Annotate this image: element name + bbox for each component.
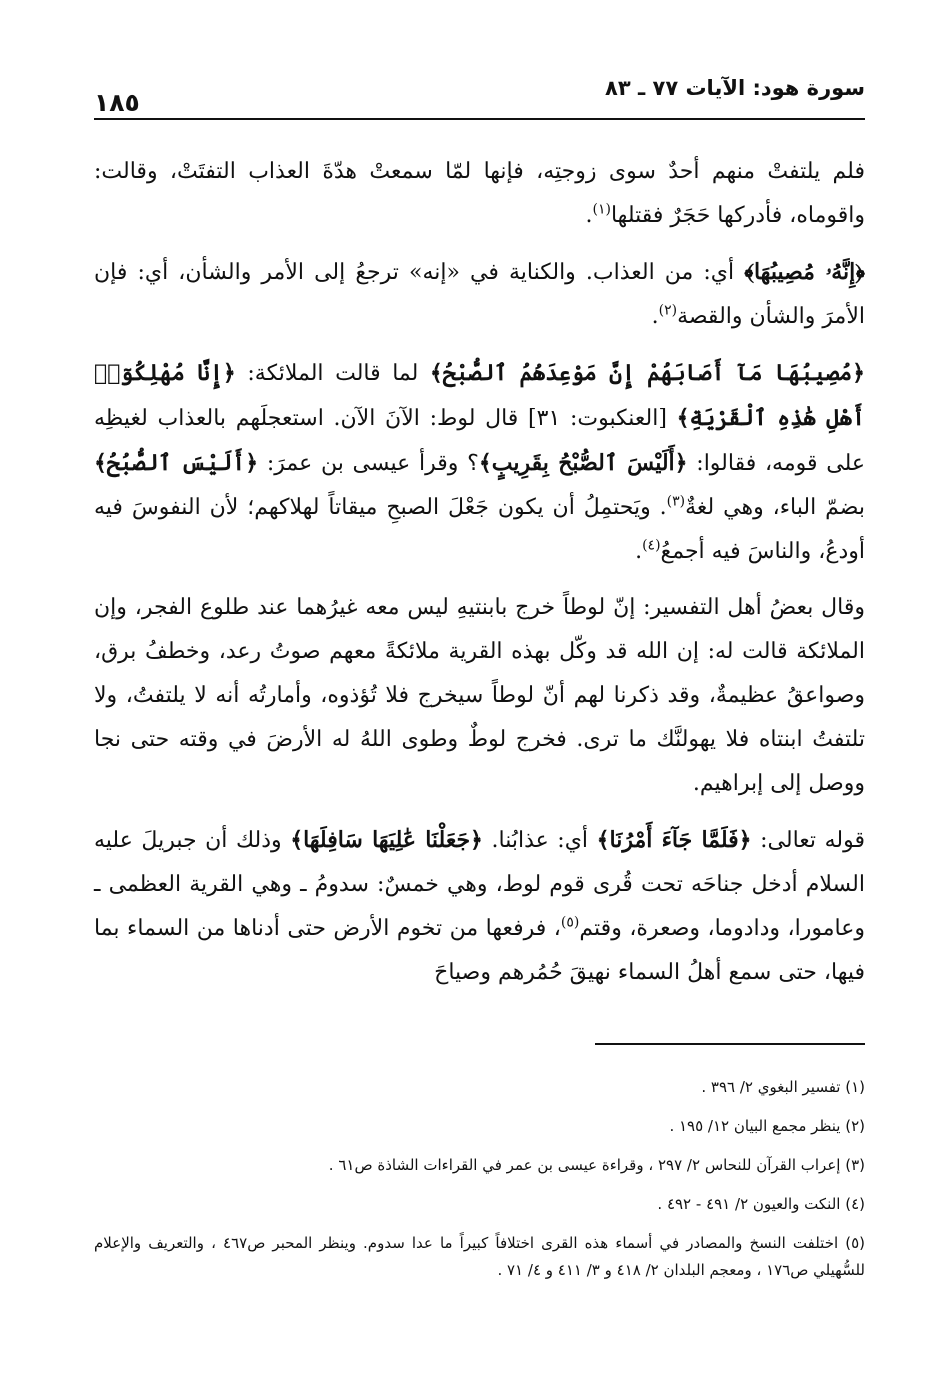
paragraph-text: قوله تعالى: <box>751 828 865 853</box>
footnotes <box>94 1074 865 1296</box>
paragraph-text: أي: من العذاب. والكناية في «إنه» ترجعُ إلى الأمر والشأن، أي: فإن الأمرَ والشأن والقصة <box>94 260 865 329</box>
footnote-reference: (٣) <box>666 493 686 510</box>
paragraph-text: . <box>651 304 659 329</box>
paragraph-text: . <box>585 203 593 228</box>
paragraph-text: وذلك أن جبريلَ عليه السلام أدخل جناحَه تحت قُرى قوم لوط، وهي خمسٌ: سدومُ ـ وهي القرية العظمى ـ وعامورا، ودادوما، وصعرة، وقتم <box>94 828 865 941</box>
quran-verse: ﴿مُصِيبُهَا مَآ أَصَابَهُمْ إِنَّ مَوْعِدَهُمُ ٱلصُّبْحُ﴾ <box>429 360 865 386</box>
page-header <box>94 70 865 120</box>
footnote-reference: (٤) <box>642 537 661 554</box>
paragraph-text: فلم يلتفتْ منهم أحدٌ سوى زوجتِه، فإنها لمّا سمعتْ هدّةَ العذاب التفتَتْ، وقالت: واقوماه، فأدركها حَجَرٌ فقتلها <box>94 159 865 228</box>
footnote-separator <box>595 1043 865 1045</box>
header-rule <box>94 118 865 120</box>
paragraph-text: أي: عذابُنا. <box>482 828 597 853</box>
footnote-reference: (٥) <box>560 914 580 931</box>
footnote-item: (١) تفسير البغوي ٢/ ٣٩٦ . <box>701 1078 865 1096</box>
paragraph <box>94 818 865 995</box>
quran-verse: ﴿أَلَيْسَ ٱلصُّبُحُ﴾ <box>94 450 259 476</box>
paragraph <box>94 250 865 339</box>
quran-verse: ﴿إِنَّهُۥ مُصِيبُهَا﴾ <box>744 259 865 285</box>
footnote-item: (٤) النكت والعيون ٢/ ٤٩١ - ٤٩٢ . <box>657 1195 865 1213</box>
paragraph-text: لما قالت الملائكة: <box>235 361 430 386</box>
footnote-reference: (٢) <box>658 302 678 319</box>
page-number: ١٨٥ <box>94 88 140 117</box>
paragraph <box>94 150 865 238</box>
quran-verse: ﴿جَعَلْنَا عَٰلِيَهَا سَافِلَهَا﴾ <box>290 827 483 853</box>
footnote-reference: (١) <box>592 201 611 218</box>
footnote-item: (٣) إعراب القرآن للنحاس ٢/ ٢٩٧ ، وقراءة عيسى بن عمر في القراءات الشاذة ص٦١ . <box>328 1156 865 1174</box>
running-title: سورة هود: الآيات ٧٧ ـ ٨٣ <box>605 76 865 100</box>
main-text <box>94 150 865 1007</box>
paragraph-text: وقال بعضُ أهل التفسير: إنّ لوطاً خرج بابنتيهِ ليس معه غيرُهما عند طلوع الفجر، وإن الملائكة قالت له: إن الله قد وكّل بهذه القرية ملائكةً معهم صوتُ رعد، وخطفُ برق، وصواعقُ عظيمةٌ، وقد ذكرنا لهم أنّ لوطاً سيخرج فلا تُؤذوه، وأمارتُه أنه لا يلتفتُ، ولا تلتفتُ ابنتاه فلا يهولنَّك ما ترى. فخرج لوطٌ وطوى اللهُ له الأرضَ في وقته حتى نجا ووصل إلى إبراهيم. <box>94 595 865 796</box>
paragraph-text: ، فرفعها من تخوم الأرض حتى أدناها من السماء بما فيها، حتى سمع أهلُ السماء نهيقَ حُمُرهم وصياحَ <box>94 916 865 985</box>
paragraph-text: . ويَحتمِلُ أن يكون جَعْلَ الصبحِ ميقاتاً لهلاكهم؛ لأن النفوسَ فيه أودعُ، والناسَ فيه أجمعُ <box>94 495 865 564</box>
footnote-item: (٥) اختلفت النسخ والمصادر في أسماء هذه القرى اختلافاً كبيراً ما عدا سدوم. وينظر المحبر ص٤٦٧ ، والتعريف والإعلام للسُّهيلي ص١٧٦ ، ومعجم البلدان ٢/ ٤١٨ و ٣/ ٤١١ و ٤/ ٧١ . <box>94 1234 866 1279</box>
paragraph-text: بضمّ الباء، وهي لغةٌ <box>685 495 865 520</box>
quran-verse: ﴿أَلَيْسَ ٱلصُّبْحُ بِقَرِيبٍ﴾ <box>478 450 688 476</box>
quran-verse: ﴿إِنَّا مُهْلِكُوٓا۟ أَهْلِ هَٰذِهِ ٱلْقَرْيَةِ﴾ <box>94 360 865 431</box>
paragraph-text: [العنكبوت: ٣١] قال لوط: الآنَ الآن. استعجلَهم بالعذاب لغيظِه على قومه، فقالوا: <box>94 406 865 476</box>
paragraph-text: . <box>635 539 643 564</box>
paragraph-text: ؟ وقرأ عيسى بن عمرَ: <box>258 451 479 476</box>
quran-verse: ﴿فَلَمَّا جَآءَ أَمْرُنَا﴾ <box>596 827 752 853</box>
footnote-item: (٢) ينظر مجمع البيان ١٢/ ١٩٥ . <box>669 1117 865 1135</box>
paragraph <box>94 586 865 806</box>
paragraph <box>94 351 865 574</box>
